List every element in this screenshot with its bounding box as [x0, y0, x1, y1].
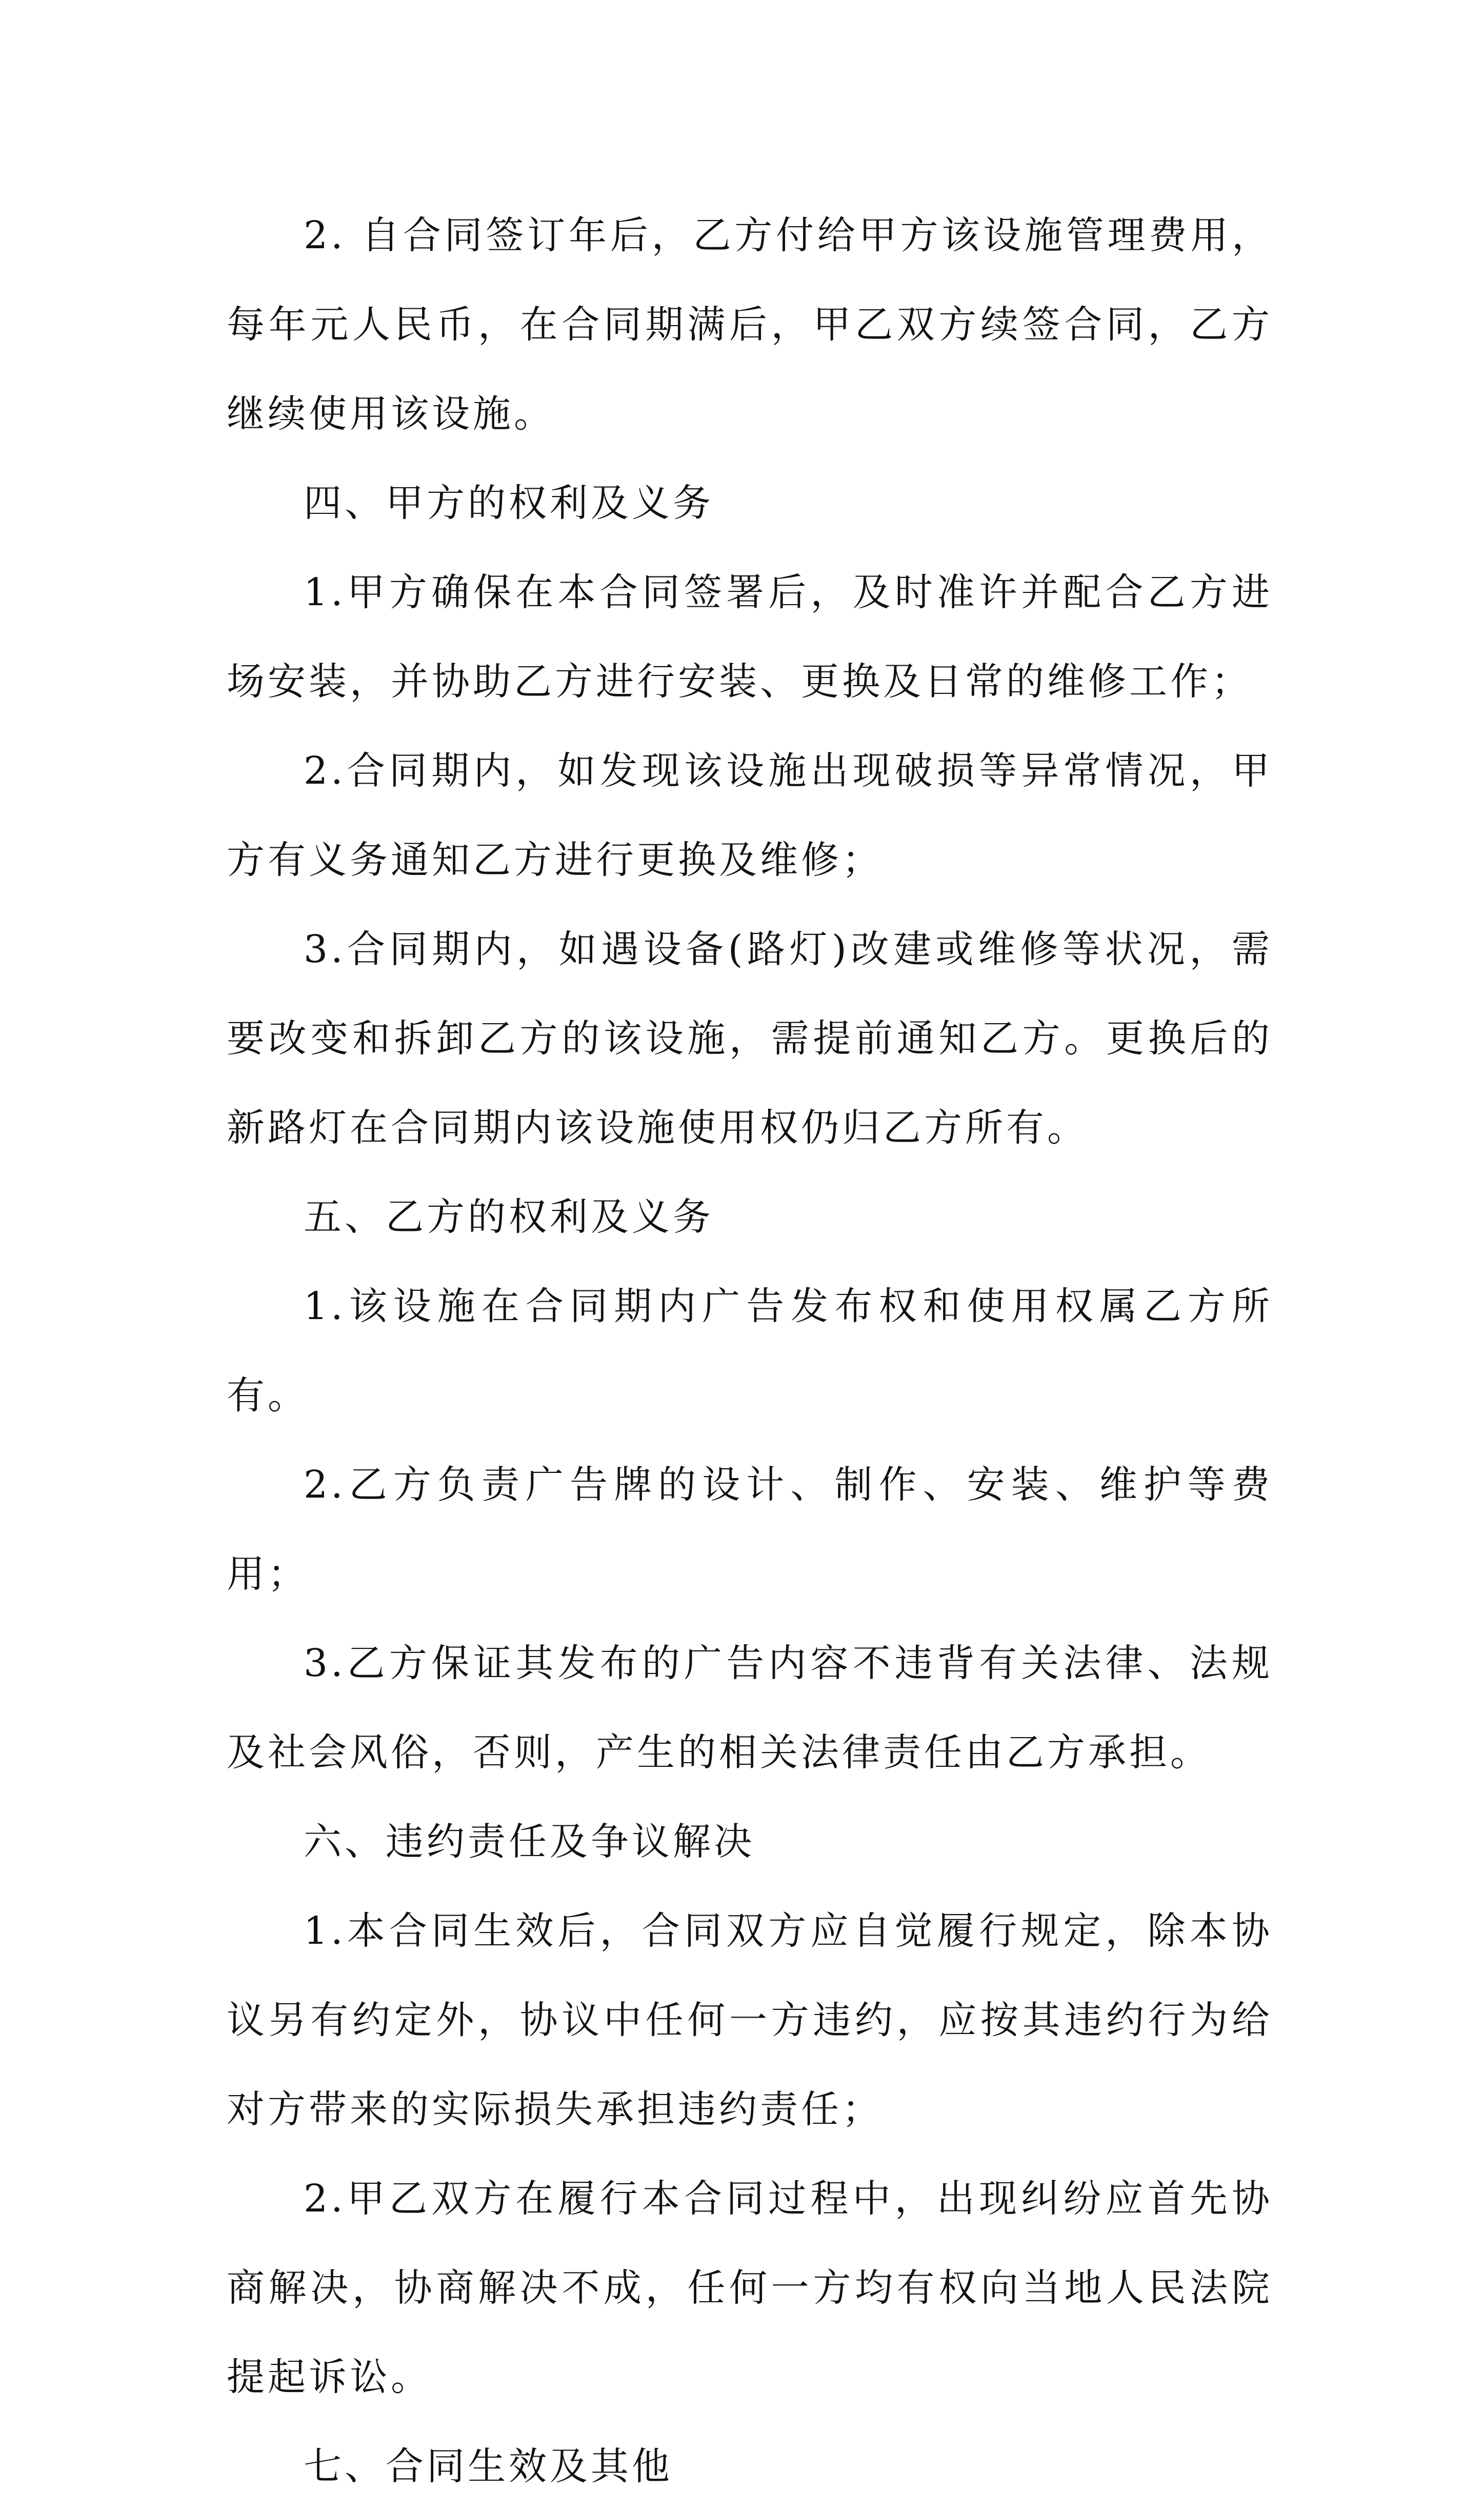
section-7-heading: 七、合同生效及其他 [304, 2444, 673, 2488]
clause-4-1-paragraph: 1.甲方确保在本合同签署后，及时准许并配合乙方进场安装，并协助乙方进行安装、更换及日常的维修工作； [227, 570, 1273, 704]
clause-6-1-paragraph: 1.本合同生效后，合同双方应自觉履行规定，除本协议另有约定外，协议中任何一方违约，应按其违约行为给对方带来的实际损失承担违约责任； [227, 1909, 1273, 2131]
clause-6-2-paragraph: 2.甲乙双方在履行本合同过程中，出现纠纷应首先协商解决，协商解决不成，任何一方均有权向当地人民法院提起诉讼。 [227, 2177, 1273, 2399]
clause-4-3-paragraph: 3.合同期内，如遇设备(路灯)改建或维修等状况，需要改变和拆卸乙方的该设施，需提前通知乙方。更换后的新路灯在合同期内该设施使用权仍归乙方所有。 [227, 927, 1273, 1150]
section-4-heading: 四、甲方的权利及义务 [304, 481, 714, 525]
contract-body [227, 191, 1273, 2511]
clause-4-2-paragraph: 2.合同期内，如发现该设施出现破损等异常情况，甲方有义务通知乙方进行更换及维修； [227, 749, 1273, 882]
clause-3-2-paragraph: 2. 自合同签订年后，乙方付给甲方该设施管理费用，每年元人民币，在合同期满后，甲乙双方续签合同，乙方继续使用该设施。 [227, 213, 1273, 436]
clause-5-1-paragraph: 1.该设施在合同期内广告发布权和使用权属乙方所有。 [227, 1284, 1273, 1418]
section-5-heading: 五、乙方的权利及义务 [304, 1195, 714, 1239]
clause-5-3-paragraph: 3.乙方保证其发布的广告内容不违背有关法律、法规及社会风俗，否则，产生的相关法律责任由乙方承担。 [227, 1641, 1273, 1775]
section-6-heading: 六、违约责任及争议解决 [304, 1820, 755, 1864]
clause-5-2-paragraph: 2.乙方负责广告牌的设计、制作、安装、维护等费用； [227, 1463, 1273, 1596]
